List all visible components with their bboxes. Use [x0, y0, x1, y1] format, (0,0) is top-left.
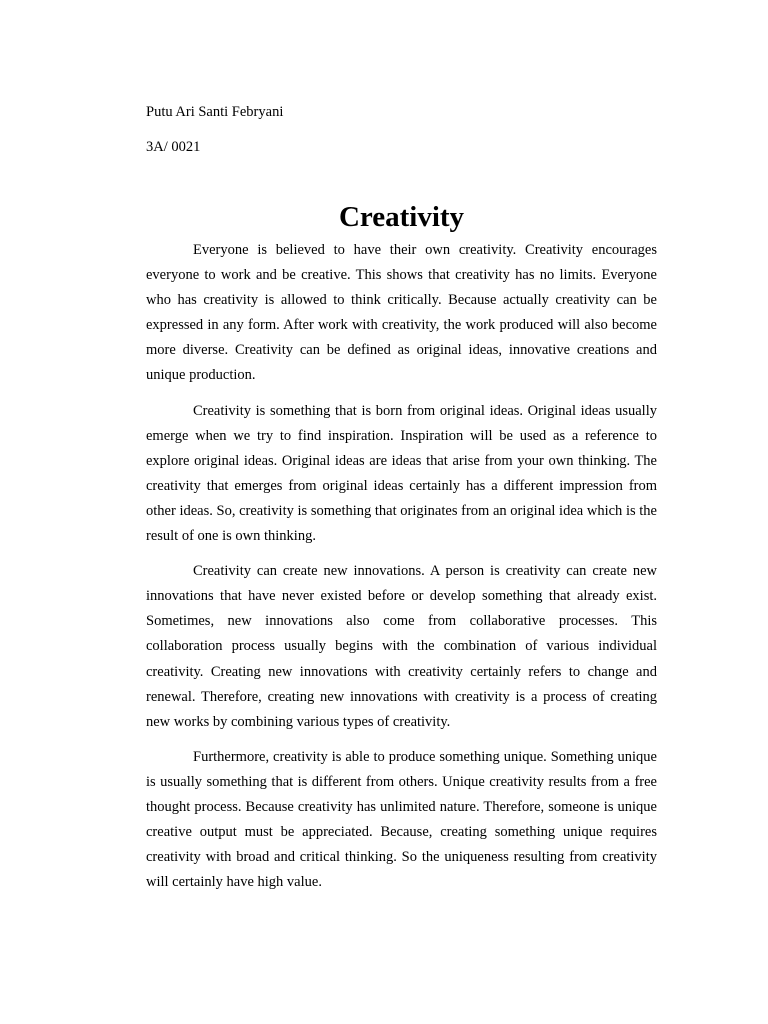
author-name: Putu Ari Santi Febryani: [146, 104, 284, 120]
essay-body: [146, 238, 657, 905]
class-code: 3A/ 0021: [146, 139, 201, 155]
paragraph: Creativity is something that is born from original ideas. Original ideas usually emerge when we try to find inspiration. Inspiration will be used as a reference to explore original ideas. Original ideas are ideas that arise from your own thinking. The creativity that emerges from original ideas certainly has a different impression from other ideas. So, creativity is something that originates from an original idea which is the result of one is own thinking.: [146, 402, 657, 545]
paragraph: Everyone is believed to have their own creativity. Creativity encourages everyone to work and be creative. This shows that creativity has no limits. Everyone who has creativity is allowed to think critically. Because actually creativity can be expressed in any form. After work with creativity, the work produced will also become more diverse. Creativity can be defined as original ideas, innovative creations and unique production.: [146, 242, 657, 384]
paragraph: Furthermore, creativity is able to produce something unique. Something unique is usually something that is different from others. Unique creativity results from a free thought process. Because creativity has unlimited nature. Therefore, someone is unique creative output must be appreciated. Because, creating something unique requires creativity with broad and critical thinking. So the uniqueness resulting from creativity will certainly have high value.: [146, 748, 657, 891]
paragraph: Creativity can create new innovations. A person is creativity can create new innovations that have never existed before or develop something that already exist. Sometimes, new innovations also come from collaborative processes. This collaboration process usually begins with the combination of various individual creativity. Creating new innovations with creativity certainly refers to change and renewal. Therefore, creating new innovations with creativity is a process of creating new works by combining various types of creativity.: [146, 563, 657, 730]
essay-title: Creativity: [338, 201, 465, 233]
